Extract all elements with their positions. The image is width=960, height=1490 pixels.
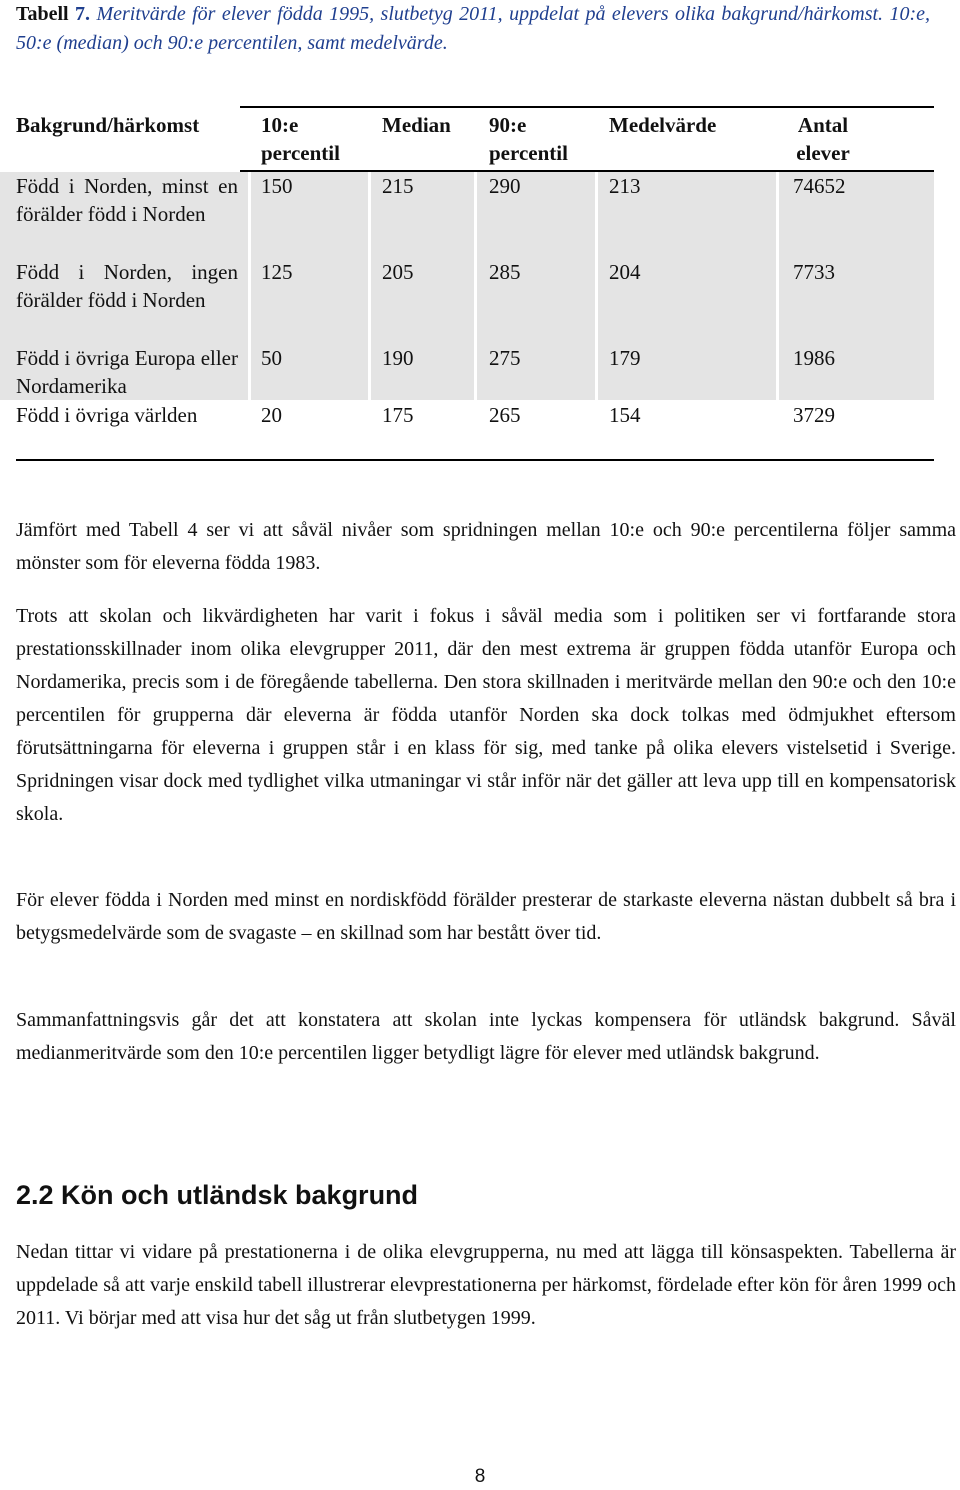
section-paragraph: Nedan tittar vi vidare på prestationerna i de olika elevgrupperna, nu med att lägga till könsaspekten. Tabellerna är uppdelade så att varje enskild tabell illustrerar elevprestationerna per härkomst, fördelade efter kön för åren 1999 och 2011. Vi börjar med att visa hur det såg ut från slutbetygen 1999. bbox=[16, 1241, 956, 1329]
row-mean: 179 bbox=[609, 346, 641, 370]
header-mean: Medelvärde bbox=[609, 113, 717, 137]
table-row bbox=[0, 258, 934, 344]
body-paragraph: För elever födda i Norden med minst en nordiskfödd förälder presterar de starkaste eleverna nästan dubbelt så bra i betygsmedelvärde som de svagaste – en skillnad som har bestått över tid. bbox=[16, 889, 956, 944]
row-background: Född i Norden, ingen förälder född i Norden bbox=[16, 260, 238, 312]
row-background: Född i övriga världen bbox=[16, 403, 198, 427]
body-paragraph: Trots att skolan och likvärdigheten har varit i fokus i såväl media som i politiken ser vi fortfarande stora prestationsskillnader inom olika elevgrupper 2011, där den mest extrema är gruppen födda utanför Europa och Nordamerika, precis som i de föregående tabellerna. Den stora skillnaden i meritvärde mellan den 90:e och den 10:e percentilen för grupperna där eleverna är födda utanför Norden ska dock tolkas med ödmjukhet eftersom förutsättningarna för eleverna i gruppen står i en klass för sig, med tanke på olika elevers vistelsetid i Sverige. Spridningen visar dock med tydlighet vilka utmaningar vi står inför när det gäller att leva upp till en kompensatorisk skola. bbox=[16, 605, 956, 825]
row-count: 74652 bbox=[793, 174, 846, 198]
body-paragraph: Jämfört med Tabell 4 ser vi att såväl nivåer som spridningen mellan 10:e och 90:e percentilerna följer samma mönster som för eleverna födda 1983. bbox=[16, 519, 956, 574]
row-p90: 275 bbox=[489, 346, 521, 370]
section-heading: 2.2 Kön och utländsk bakgrund bbox=[16, 1180, 419, 1210]
row-p10: 125 bbox=[261, 260, 293, 284]
caption-label: Tabell bbox=[16, 3, 69, 25]
row-p10: 20 bbox=[261, 403, 282, 427]
row-median: 215 bbox=[382, 174, 414, 198]
row-p90: 290 bbox=[489, 174, 521, 198]
caption-text: Meritvärde för elever födda 1995, slutbetyg 2011, uppdelat på elevers olika bakgrund/härkomst. 10:e, 50:e (median) och 90:e percentilen, samt medelvärde. bbox=[16, 3, 930, 54]
row-background: Född i övriga Europa eller Nordamerika bbox=[16, 346, 238, 398]
header-p10: 10:e percentil bbox=[261, 113, 340, 165]
row-p90: 285 bbox=[489, 260, 521, 284]
table-caption bbox=[16, 0, 930, 58]
table-header-row bbox=[0, 110, 934, 170]
row-mean: 154 bbox=[609, 403, 641, 427]
header-background: Bakgrund/härkomst bbox=[16, 113, 200, 137]
row-count: 3729 bbox=[793, 403, 835, 427]
row-median: 205 bbox=[382, 260, 414, 284]
row-count: 1986 bbox=[793, 346, 835, 370]
row-count: 7733 bbox=[793, 260, 835, 284]
row-p10: 50 bbox=[261, 346, 282, 370]
row-mean: 213 bbox=[609, 174, 641, 198]
table-row bbox=[0, 344, 934, 400]
header-p90: 90:e percentil bbox=[489, 113, 568, 165]
body-paragraph: Sammanfattningsvis går det att konstatera att skolan inte lyckas kompensera för utländsk bakgrund. Såväl medianmeritvärde som den 10:e percentilen ligger betydligt lägre för elever med utländsk bakgrund. bbox=[16, 1009, 956, 1064]
table-top-rule bbox=[240, 106, 934, 108]
row-background: Född i Norden, minst en förälder född i Norden bbox=[16, 174, 238, 226]
table-row bbox=[0, 401, 934, 431]
row-median: 190 bbox=[382, 346, 414, 370]
header-median: Median bbox=[382, 113, 451, 137]
table-bottom-rule bbox=[16, 459, 934, 461]
row-median: 175 bbox=[382, 403, 414, 427]
row-mean: 204 bbox=[609, 260, 641, 284]
caption-number: 7. bbox=[75, 3, 91, 25]
row-p10: 150 bbox=[261, 174, 293, 198]
table-row bbox=[0, 172, 934, 258]
row-p90: 265 bbox=[489, 403, 521, 427]
header-count: Antal elever bbox=[796, 113, 850, 165]
page-number: 8 bbox=[474, 1466, 486, 1487]
